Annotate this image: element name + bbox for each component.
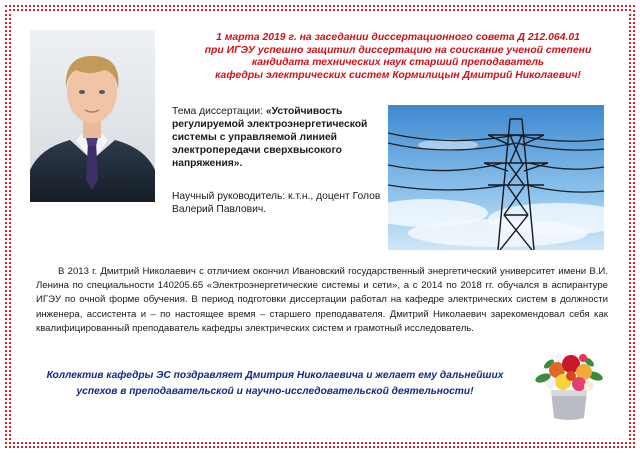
biography-paragraph: В 2013 г. Дмитрий Николаевич с отличием окончил Ивановский государственный энергетический университет имени В.И. Ленина по специальности 140205.65 «Электроэнергетические системы и сети», а с 2014 по 2018 гг. обучался в аспирантуре ИГЭУ по очной форме обучения. В период подготовки диссертации работал на кафедре электрических систем в должности инженера, ассистента и – по настоящее время – старшего преподавателя. Дмитрий Николаевич зарекомендовал себя как квалифицированный преподаватель кафедры электрических систем и грамотный исследователь. — [36, 266, 608, 334]
header-line-3: кандидата технических наук старший преподаватель — [251, 57, 545, 68]
thesis-topic — [172, 105, 388, 170]
header-line-4: кафедры электрических систем Кормилицын Дмитрий Николаевич! — [215, 69, 581, 81]
header-line-1: 1 марта 2019 г. на заседании диссертационного совета Д 212.064.01 — [216, 32, 580, 43]
supervisor-info: Научный руководитель: к.т.н., доцент Голов Валерий Павлович. — [172, 191, 381, 215]
header-line-2: при ИГЭУ успешно защитил диссертацию на соискание ученой степени — [204, 44, 592, 56]
announcement-header — [178, 32, 618, 82]
thesis-label: Тема диссертации: — [172, 106, 266, 117]
flower-bouquet-image — [529, 342, 609, 422]
thesis-title-period: . — [239, 158, 243, 169]
thesis-title: «Устойчивость регулируемой электроэнергетической системы с управляемой линией электропередачи сверхвысокого напряжения» — [172, 106, 368, 169]
power-line-photo — [388, 105, 604, 250]
congrats-line-2: успехов в преподавательской и научно-исследовательской деятельности! — [76, 386, 474, 397]
congrats-line-1: Коллектив кафедры ЭС поздравляет Дмитрия Николаевича и желает ему дальнейших — [46, 370, 504, 381]
portrait-photo — [30, 30, 155, 202]
congratulations-text — [30, 368, 520, 400]
